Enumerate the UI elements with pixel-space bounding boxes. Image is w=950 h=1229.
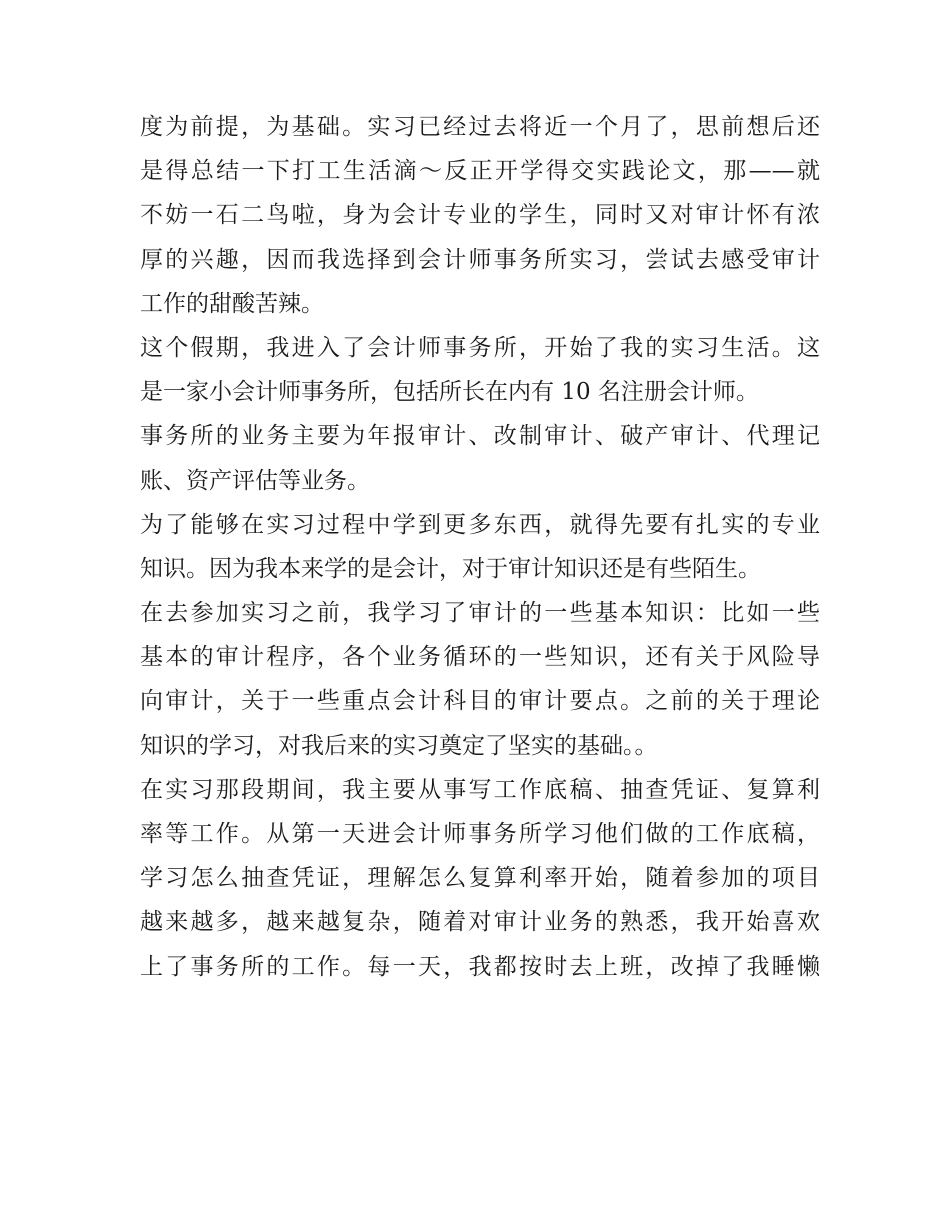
text-line: 越来越多，越来越复杂，随着对审计业务的熟悉，我开始喜欢 [140, 909, 820, 936]
text-line: 这个假期，我进入了会计师事务所，开始了我的实习生活。这 [140, 334, 820, 361]
text-line: 度为前提，为基础。实习已经过去将近一个月了，思前想后还 [140, 114, 820, 140]
text-line: 厚的兴趣，因而我选择到会计师事务所实习，尝试去感受审计 [140, 246, 820, 273]
text-line: 工作的甜酸苦辣。 [140, 290, 324, 317]
text-line: 知识。因为我本来学的是会计，对于审计知识还是有些陌生。 [140, 555, 761, 582]
text-line: 向审计，关于一些重点会计科目的审计要点。之前的关于理论 [140, 688, 820, 715]
text-line: 事务所的业务主要为年报审计、改制审计、破产审计、代理记 [140, 423, 820, 450]
text-line: 在去参加实习之前，我学习了审计的一些基本知识：比如一些 [140, 600, 820, 627]
text-line: 在实习那段期间，我主要从事写工作底稿、抽查凭证、复算利 [140, 776, 820, 803]
text-line: 是得总结一下打工生活滴～反正开学得交实践论文，那——就 [140, 158, 820, 185]
text-line: 不妨一石二鸟啦，身为会计专业的学生，同时又对审计怀有浓 [140, 202, 820, 229]
text-line: 学习怎么抽查凭证，理解怎么复算利率开始，随着参加的项目 [140, 865, 820, 892]
text-line: 基本的审计程序，各个业务循环的一些知识，还有关于风险导 [140, 644, 820, 671]
text-line: 为了能够在实习过程中学到更多东西，就得先要有扎实的专业 [140, 511, 820, 538]
text-line: 账、资产评估等业务。 [140, 467, 370, 494]
text-line: 率等工作。从第一天进会计师事务所学习他们做的工作底稿， [140, 821, 820, 847]
body-text [140, 105, 820, 989]
text-line: 是一家小会计师事务所，包括所长在内有 10 名注册会计师。 [140, 379, 759, 406]
text-line: 上了事务所的工作。每一天，我都按时去上班，改掉了我睡懒 [140, 953, 820, 980]
text-line: 知识的学习，对我后来的实习奠定了坚实的基础。。 [140, 732, 658, 759]
